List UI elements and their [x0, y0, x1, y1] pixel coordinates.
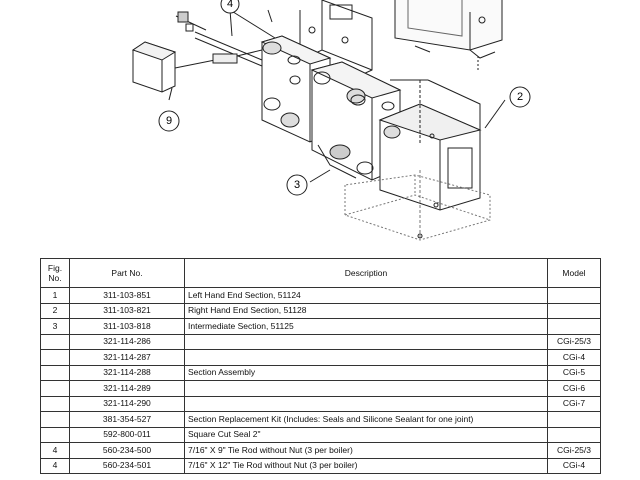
cell-model: CGi-5 — [548, 365, 601, 381]
header-fig-no — [41, 259, 70, 288]
callout-3 — [287, 175, 307, 195]
cell-model — [548, 288, 601, 304]
callout-2 — [510, 87, 530, 107]
cell-part-no: 311-103-821 — [70, 303, 185, 319]
header-fig-line2: No. — [48, 273, 62, 283]
cell-fig — [41, 334, 70, 350]
svg-text:9: 9 — [165, 115, 173, 127]
cell-description: 7/16" X 9" Tie Rod without Nut (3 per boiler) — [185, 443, 548, 459]
header-part-no: Part No. — [70, 259, 185, 288]
cell-part-no: 321-114-290 — [70, 396, 185, 412]
cell-fig — [41, 365, 70, 381]
cell-description — [185, 350, 548, 366]
sensor-block — [133, 42, 262, 92]
callout-9 — [159, 111, 179, 131]
cell-model: CGi-25/3 — [548, 443, 601, 459]
svg-text:3: 3 — [293, 179, 301, 191]
cell-fig: 4 — [41, 458, 70, 474]
cell-fig — [41, 350, 70, 366]
table-row — [41, 412, 601, 428]
cell-model: CGi-4 — [548, 350, 601, 366]
table-row — [41, 381, 601, 397]
cell-model: CGi-25/3 — [548, 334, 601, 350]
table-row — [41, 396, 601, 412]
cell-part-no: 592-800-011 — [70, 427, 185, 443]
cell-part-no: 560-234-500 — [70, 443, 185, 459]
cell-fig: 1 — [41, 288, 70, 304]
cell-fig: 2 — [41, 303, 70, 319]
cell-description: 7/16" X 12" Tie Rod without Nut (3 per boiler) — [185, 458, 548, 474]
cell-model: CGi-6 — [548, 381, 601, 397]
cell-part-no: 381-354-527 — [70, 412, 185, 428]
cell-fig — [41, 396, 70, 412]
cell-description — [185, 334, 548, 350]
cell-part-no: 321-114-286 — [70, 334, 185, 350]
cell-description — [185, 381, 548, 397]
cell-part-no: 321-114-289 — [70, 381, 185, 397]
table-row — [41, 334, 601, 350]
cell-description — [185, 396, 548, 412]
cell-model: CGi-7 — [548, 396, 601, 412]
cell-description: Left Hand End Section, 51124 — [185, 288, 548, 304]
cell-model: CGi-4 — [548, 458, 601, 474]
svg-text:4: 4 — [226, 0, 234, 10]
cell-fig: 4 — [41, 443, 70, 459]
cell-part-no: 321-114-288 — [70, 365, 185, 381]
cell-description: Section Replacement Kit (Includes: Seals and Silicone Sealant for one joint) — [185, 412, 548, 428]
callout-4 — [221, 0, 239, 13]
cell-part-no: 311-103-851 — [70, 288, 185, 304]
cell-description: Section Assembly — [185, 365, 548, 381]
table-row — [41, 427, 601, 443]
header-description: Description — [185, 259, 548, 288]
table-row — [41, 443, 601, 459]
table-header-row — [41, 259, 601, 288]
cell-part-no: 311-103-818 — [70, 319, 185, 335]
table-row — [41, 365, 601, 381]
parts-table — [40, 258, 601, 474]
cell-fig — [41, 381, 70, 397]
cell-fig — [41, 427, 70, 443]
svg-text:2: 2 — [516, 91, 524, 103]
cell-model — [548, 319, 601, 335]
cell-model — [548, 427, 601, 443]
control-box-top — [395, 0, 502, 72]
table-row — [41, 319, 601, 335]
cell-fig — [41, 412, 70, 428]
cell-description: Intermediate Section, 51125 — [185, 319, 548, 335]
table-row — [41, 303, 601, 319]
cell-model — [548, 412, 601, 428]
table-row — [41, 458, 601, 474]
cell-description: Square Cut Seal 2" — [185, 427, 548, 443]
cell-description: Right Hand End Section, 51128 — [185, 303, 548, 319]
cell-part-no: 560-234-501 — [70, 458, 185, 474]
table-row — [41, 350, 601, 366]
cell-part-no: 321-114-287 — [70, 350, 185, 366]
cell-model — [548, 303, 601, 319]
table-row — [41, 288, 601, 304]
header-fig-line1: Fig. — [47, 263, 63, 273]
cell-fig: 3 — [41, 319, 70, 335]
header-model: Model — [548, 259, 601, 288]
